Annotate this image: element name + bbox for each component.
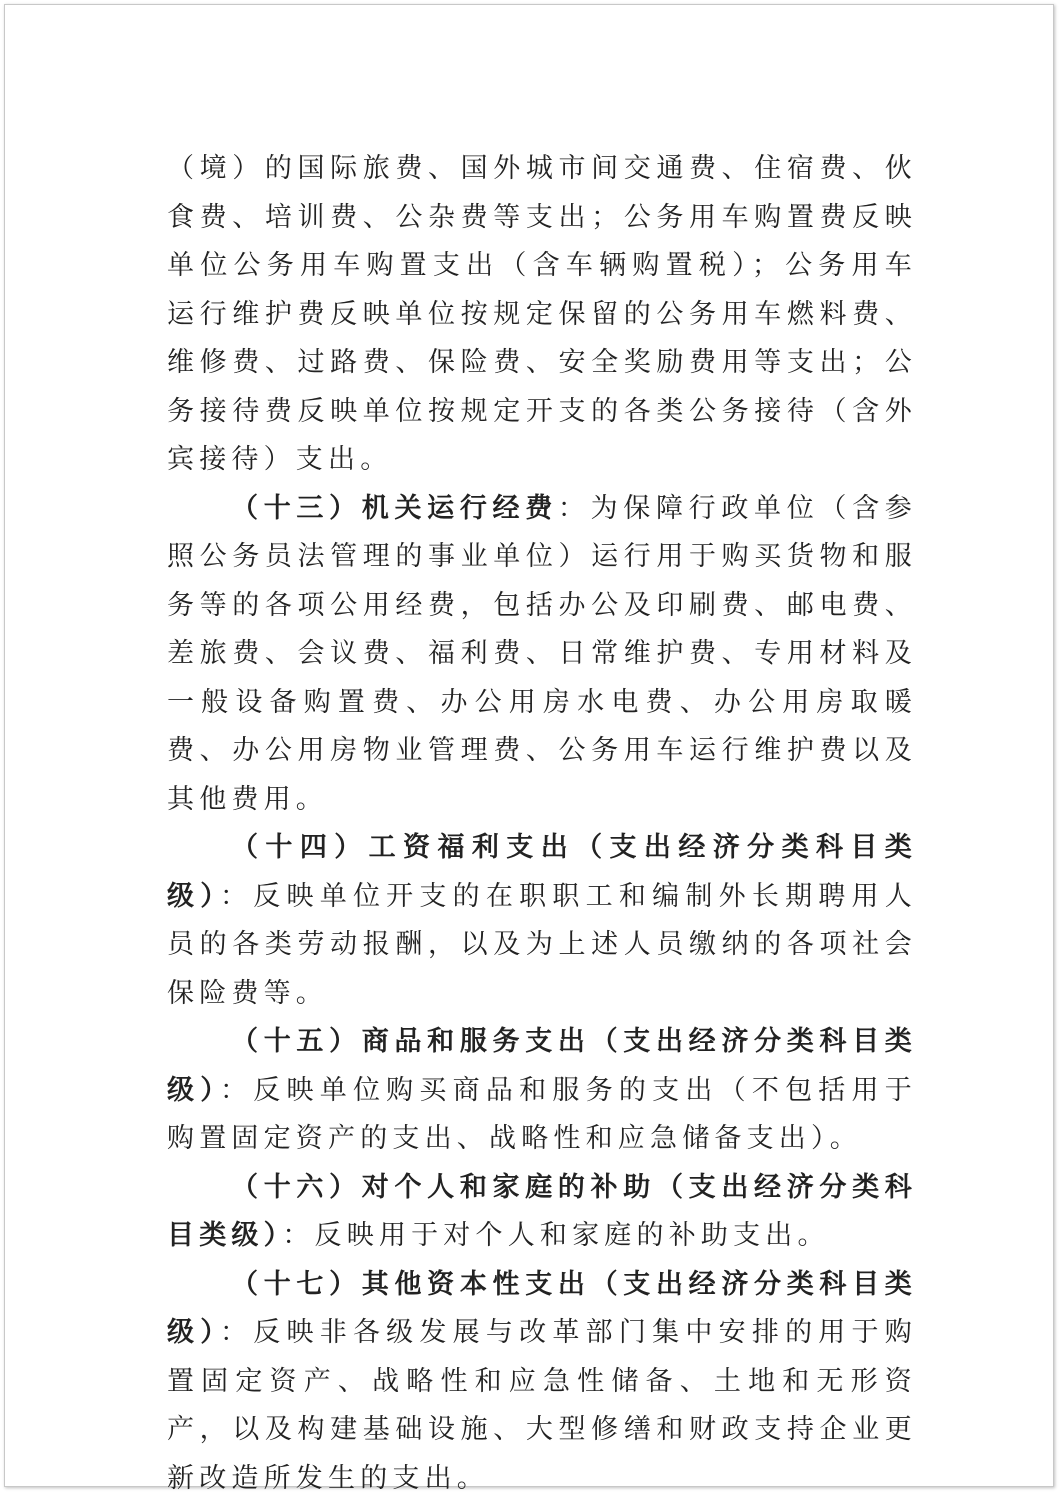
paragraph-text: ：反映单位购买商品和服务的支出（不包括用于购置固定资产的支出、战略性和应急储备支出）。 xyxy=(167,1075,917,1155)
paragraph-text: （境）的国际旅费、国外城市间交通费、住宿费、伙食费、培训费、公杂费等支出；公务用车购置费反映单位公务用车购置支出（含车辆购置税）；公务用车运行维护费反映单位按规定保留的公务用车燃料费、维修费、过路费、保险费、安全奖励费用等支出；公务接待费反映单位按规定开支的各类公务接待（含外宾接待）支出。 xyxy=(167,153,917,475)
paragraph-continuation xyxy=(167,145,917,485)
paragraph-heading: （十五）商品和服务支出（支出经济分类科目类级） xyxy=(167,1026,917,1106)
paragraph-heading: （十三）机关运行经费 xyxy=(231,493,558,524)
document-page xyxy=(4,4,1054,1487)
document-body xyxy=(167,145,917,1503)
paragraph-text: ：反映用于对个人和家庭的补助支出。 xyxy=(282,1220,829,1251)
paragraph-text: ：反映非各级发展与改革部门集中安排的用于购置固定资产、战略性和应急性储备、土地和无形资产，以及构建基础设施、大型修缮和财政支持企业更新改造所发生的支出。 xyxy=(167,1317,917,1494)
paragraph-text: ：反映单位开支的在职职工和编制外长期聘用人员的各类劳动报酬，以及为上述人员缴纳的各项社会保险费等。 xyxy=(167,881,917,1009)
paragraph-15 xyxy=(167,1018,917,1164)
paragraph-16 xyxy=(167,1164,917,1261)
paragraph-text: ：为保障行政单位（含参照公务员法管理的事业单位）运行用于购买货物和服务等的各项公用经费，包括办公及印刷费、邮电费、差旅费、会议费、福利费、日常维护费、专用材料及一般设备购置费、办公用房水电费、办公用房取暖费、办公用房物业管理费、公务用车运行维护费以及其他费用。 xyxy=(167,493,917,815)
paragraph-heading: （十七）其他资本性支出（支出经济分类科目类级） xyxy=(167,1269,917,1349)
paragraph-heading: （十六）对个人和家庭的补助（支出经济分类科目类级） xyxy=(167,1172,917,1252)
paragraph-17 xyxy=(167,1261,917,1503)
paragraph-13 xyxy=(167,485,917,825)
paragraph-14 xyxy=(167,824,917,1018)
paragraph-heading: （十四）工资福利支出（支出经济分类科目类级） xyxy=(167,832,917,912)
